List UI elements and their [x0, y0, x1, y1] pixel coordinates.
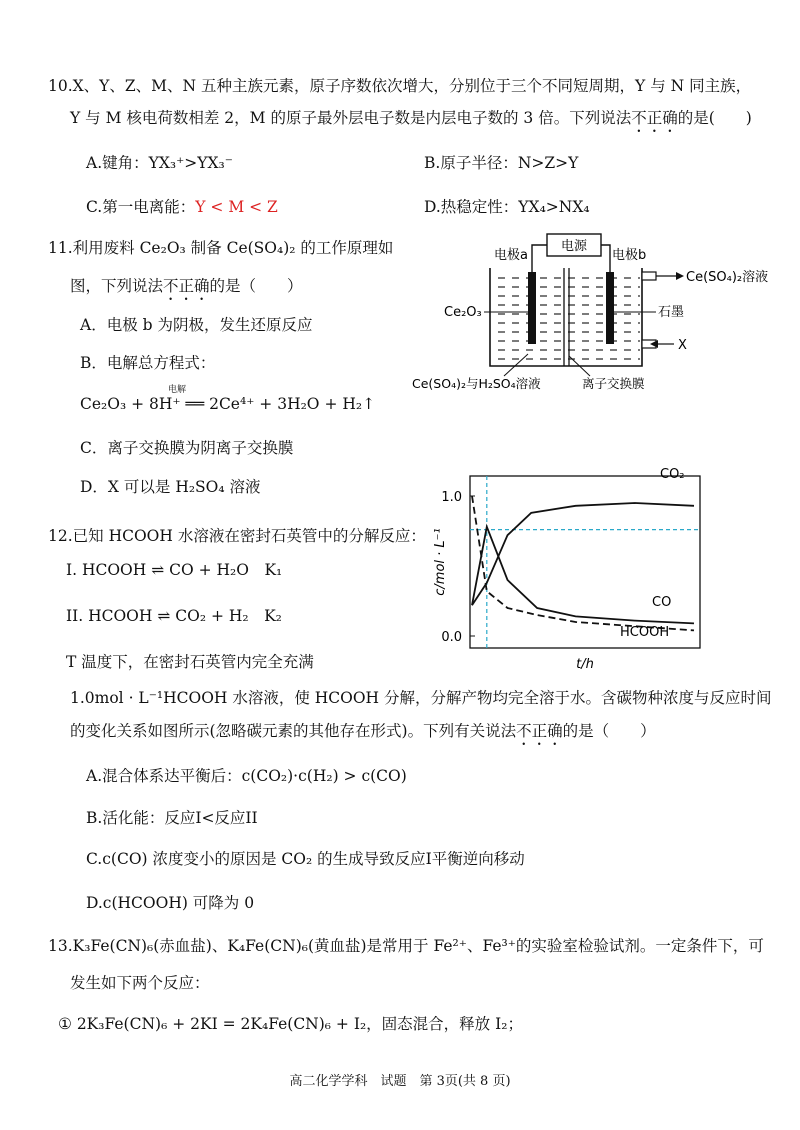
series-line-0 — [472, 503, 694, 605]
series-label-0: CO₂ — [660, 467, 685, 482]
q11-option-c: C．离子交换膜为阴离子交换膜 — [80, 439, 294, 457]
y-axis-label: c/mol · L⁻¹ — [433, 528, 448, 596]
q12-line3: 1.0mol · L⁻¹HCOOH 水溶液，使 HCOOH 分解，分解产物均完全溶于水。含碳物种浓度与反应时间 — [70, 689, 772, 707]
q11-option-d: D．X 可以是 H₂SO₄ 溶液 — [80, 478, 261, 496]
q12-reaction-1: I. HCOOH ⇌ CO + H₂O K₁ — [66, 561, 283, 579]
electrode-b — [606, 272, 614, 344]
q12-option-a: A.混合体系达平衡后：c(CO₂)·c(H₂) > c(CO) — [86, 767, 407, 785]
concentration-chart — [412, 456, 712, 678]
q11-line1: 11.利用废料 Ce₂O₃ 制备 Ce(SO₄)₂ 的工作原理如 — [48, 239, 394, 257]
q12-option-d: D.c(HCOOH) 可降为 0 — [86, 894, 255, 912]
membrane-label: 离子交换膜 — [582, 376, 645, 391]
ce2o3-label: Ce₂O₃ — [444, 305, 482, 320]
q10-option-b: B.原子半径：N>Z>Y — [424, 154, 579, 172]
electrode-b-label: 电极b — [612, 248, 647, 263]
page-footer: 高二化学学科 试题 第 3页(共 8 页) — [289, 1074, 511, 1089]
solution-label: Ce(SO₄)₂与H₂SO₄溶液 — [412, 376, 541, 391]
q10-line1: 10.X、Y、Z、M、N 五种主族元素，原子序数依次增大，分别位于三个不同短周期，Y 与 N 同主族， — [48, 77, 752, 95]
q11-option-b: B．电解总方程式： — [80, 354, 216, 372]
q11-line2: 图，下列说法不正确的是（ ） — [70, 277, 303, 295]
electrode-a — [528, 272, 536, 344]
electrolysis-diagram — [412, 228, 782, 398]
q12-option-c: C.c(CO) 浓度变小的原因是 CO₂ 的生成导致反应I平衡逆向移动 — [86, 850, 525, 868]
q10-option-d: D.热稳定性：YX₄>NX₄ — [424, 198, 590, 216]
series-label-1: CO — [652, 595, 672, 610]
y-tick-label: 0.0 — [441, 630, 462, 645]
y-tick-label: 1.0 — [441, 490, 462, 505]
product-label: Ce(SO₄)₂溶液 — [686, 270, 769, 285]
q11-option-a: A．电极 b 为阴极，发生还原反应 — [80, 316, 313, 334]
electrode-a-label: 电极a — [494, 248, 528, 263]
q12-option-b: B.活化能：反应I<反应II — [86, 809, 258, 827]
q13-line3: ① 2K₃Fe(CN)₆ + 2KI = 2K₄Fe(CN)₆ + I₂，固态混合，释放 I₂； — [58, 1015, 523, 1033]
q12-line1: 12.已知 HCOOH 水溶液在密封石英管中的分解反应： — [48, 527, 426, 545]
q13-line2: 发生如下两个反应： — [70, 974, 210, 992]
series-line-2 — [472, 496, 694, 630]
q12-reaction-2: II. HCOOH ⇌ CO₂ + H₂ K₂ — [66, 607, 282, 625]
x-axis-label: t/h — [576, 657, 594, 672]
q13-line1: 13.K₃Fe(CN)₆(赤血盐)、K₄Fe(CN)₆(黄血盐)是常用于 Fe²⁺、Fe³⁺的实验室检验试剂。一定条件下，可 — [48, 937, 764, 955]
q11-equation: Ce₂O₃ + 8H⁺ ══ 2Ce⁴⁺ + 3H₂O + H₂↑ — [80, 395, 376, 413]
q12-line2: T 温度下，在密封石英管内完全充满 — [66, 653, 314, 671]
series-label-2: HCOOH — [620, 625, 670, 640]
q11-eq-condition: 电解 — [168, 385, 187, 395]
power-label: 电源 — [560, 239, 588, 254]
x-label: X — [678, 338, 687, 353]
q10-option-c: C.第一电离能：Y < M < Z — [86, 198, 278, 216]
graphite-label: 石墨 — [658, 305, 685, 320]
q10-line2: Y 与 M 核电荷数相差 2，M 的原子最外层电子数是内层电子数的 3 倍。下列说法不正确的是( ) — [70, 109, 752, 127]
q10-option-a: A.键角：YX₃⁺>YX₃⁻ — [86, 154, 233, 172]
q12-line4: 的变化关系如图所示(忽略碳元素的其他存在形式)。下列有关说法不正确的是（ ） — [70, 722, 656, 740]
